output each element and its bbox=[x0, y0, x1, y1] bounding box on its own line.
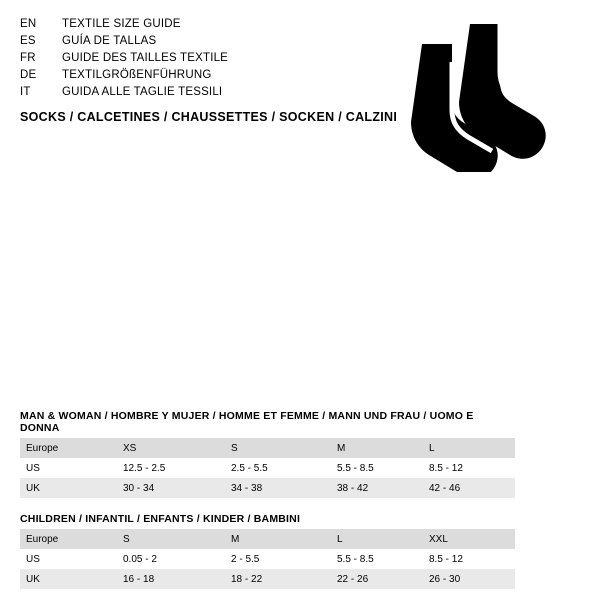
table-cell: 8.5 - 12 bbox=[423, 458, 515, 478]
language-text: TEXTILGRÖßENFÜHRUNG bbox=[62, 69, 212, 81]
table-cell: 38 - 42 bbox=[331, 478, 423, 498]
table-row bbox=[20, 438, 515, 458]
table-cell: US bbox=[20, 549, 117, 569]
children-size-table-section bbox=[20, 513, 485, 589]
table-cell: US bbox=[20, 458, 117, 478]
table-cell: M bbox=[331, 438, 423, 458]
table-cell: XS bbox=[117, 438, 225, 458]
table-cell: S bbox=[117, 529, 225, 549]
table-cell: Europe bbox=[20, 438, 117, 458]
table-cell: 16 - 18 bbox=[117, 569, 225, 589]
table-cell: 8.5 - 12 bbox=[423, 549, 515, 569]
language-row bbox=[20, 86, 380, 103]
table-cell: 12.5 - 2.5 bbox=[117, 458, 225, 478]
table-cell: UK bbox=[20, 569, 117, 589]
language-text: GUÍA DE TALLAS bbox=[62, 35, 157, 47]
table-row bbox=[20, 529, 515, 549]
children-size-table bbox=[20, 529, 515, 589]
language-row bbox=[20, 69, 380, 86]
table-cell: 30 - 34 bbox=[117, 478, 225, 498]
table-cell: 0.05 - 2 bbox=[117, 549, 225, 569]
language-text: TEXTILE SIZE GUIDE bbox=[62, 18, 181, 30]
table-row bbox=[20, 549, 515, 569]
table-cell: 2.5 - 5.5 bbox=[225, 458, 331, 478]
table-cell: 22 - 26 bbox=[331, 569, 423, 589]
socks-icon bbox=[408, 22, 568, 172]
language-row bbox=[20, 52, 380, 69]
language-code: EN bbox=[20, 18, 37, 30]
adult-table-caption: MAN & WOMAN / HOMBRE Y MUJER / HOMME ET FEMME / MANN UND FRAU / UOMO E DONNA bbox=[20, 410, 474, 434]
page-title: SOCKS / CALCETINES / CHAUSSETTES / SOCKEN / CALZINI bbox=[20, 110, 398, 124]
language-code: ES bbox=[20, 35, 36, 47]
children-table-caption: CHILDREN / INFANTIL / ENFANTS / KINDER / BAMBINI bbox=[20, 513, 301, 525]
table-cell: 5.5 - 8.5 bbox=[331, 458, 423, 478]
table-row bbox=[20, 569, 515, 589]
table-row bbox=[20, 458, 515, 478]
language-text: GUIDA ALLE TAGLIE TESSILI bbox=[62, 86, 223, 98]
language-code: DE bbox=[20, 69, 37, 81]
table-cell: L bbox=[331, 529, 423, 549]
language-code: FR bbox=[20, 52, 36, 64]
adult-size-table bbox=[20, 438, 515, 498]
language-text: GUIDE DES TAILLES TEXTILE bbox=[62, 52, 229, 64]
language-code: IT bbox=[20, 86, 31, 98]
table-cell: 34 - 38 bbox=[225, 478, 331, 498]
table-cell: 18 - 22 bbox=[225, 569, 331, 589]
table-cell: M bbox=[225, 529, 331, 549]
table-cell: 26 - 30 bbox=[423, 569, 515, 589]
table-cell: XXL bbox=[423, 529, 515, 549]
table-cell: S bbox=[225, 438, 331, 458]
table-cell: 42 - 46 bbox=[423, 478, 515, 498]
table-cell: 5.5 - 8.5 bbox=[331, 549, 423, 569]
language-row bbox=[20, 35, 380, 52]
table-cell: UK bbox=[20, 478, 117, 498]
table-cell: L bbox=[423, 438, 515, 458]
language-row bbox=[20, 18, 380, 35]
language-list bbox=[20, 18, 380, 103]
adult-size-table-section bbox=[20, 410, 485, 498]
table-cell: 2 - 5.5 bbox=[225, 549, 331, 569]
table-row bbox=[20, 478, 515, 498]
table-cell: Europe bbox=[20, 529, 117, 549]
